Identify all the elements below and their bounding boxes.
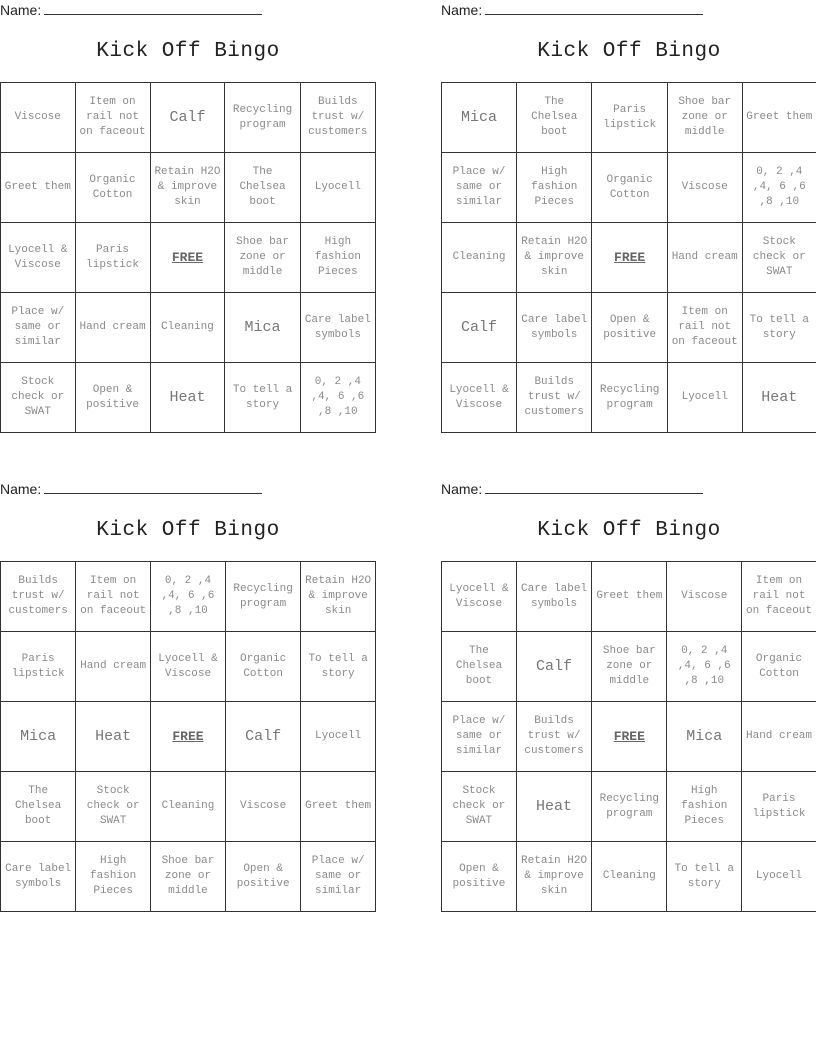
- bingo-row: [442, 223, 816, 293]
- bingo-cell: 0, 2 ,4 ,4, 6 ,6 ,8 ,10: [667, 632, 742, 702]
- bingo-cell: Hand cream: [75, 293, 150, 363]
- bingo-cell: The Chelsea boot: [225, 153, 300, 223]
- bingo-cell: High fashion Pieces: [300, 223, 375, 293]
- bingo-cell: Calf: [516, 632, 591, 702]
- name-field: [441, 481, 703, 497]
- bingo-cell: To tell a story: [301, 632, 376, 702]
- name-blank-line: [485, 2, 703, 15]
- bingo-cell: Open & positive: [75, 363, 150, 433]
- card-title: Kick Off Bingo: [537, 40, 721, 63]
- bingo-cell: Item on rail not on faceout: [75, 83, 150, 153]
- card-title: Kick Off Bingo: [96, 519, 280, 542]
- bingo-cell: Place w/ same or similar: [442, 153, 517, 223]
- bingo-cell: Hand cream: [76, 632, 151, 702]
- bingo-cell: Stock check or SWAT: [1, 363, 76, 433]
- bingo-cell: Heat: [150, 363, 225, 433]
- bingo-cell: Recycling program: [225, 83, 300, 153]
- bingo-cell: Greet them: [592, 562, 667, 632]
- bingo-grid: [0, 561, 376, 912]
- bingo-cell: Place w/ same or similar: [1, 293, 76, 363]
- bingo-cell: Open & positive: [225, 842, 300, 912]
- bingo-grid: [441, 82, 816, 433]
- bingo-cell: The Chelsea boot: [1, 772, 76, 842]
- bingo-row: [1, 562, 376, 632]
- bingo-cell: Cleaning: [150, 772, 225, 842]
- bingo-cell: Care label symbols: [516, 562, 591, 632]
- name-label: Name:: [0, 2, 42, 18]
- bingo-cell: Item on rail not on faceout: [667, 293, 742, 363]
- bingo-cell: The Chelsea boot: [517, 83, 592, 153]
- free-space: FREE: [592, 223, 667, 293]
- bingo-cell: Greet them: [742, 83, 816, 153]
- bingo-cell: Lyocell: [742, 842, 816, 912]
- bingo-card-3: [0, 479, 376, 919]
- bingo-cell: To tell a story: [667, 842, 742, 912]
- bingo-cell: Organic Cotton: [225, 632, 300, 702]
- bingo-row: [442, 293, 816, 363]
- bingo-cell: Mica: [442, 83, 517, 153]
- bingo-cell: Cleaning: [592, 842, 667, 912]
- bingo-cell: Cleaning: [442, 223, 517, 293]
- bingo-row: [442, 702, 816, 772]
- bingo-cell: Stock check or SWAT: [442, 772, 517, 842]
- bingo-grid: [0, 82, 376, 433]
- bingo-cell: Care label symbols: [1, 842, 76, 912]
- name-label: Name:: [441, 481, 483, 497]
- bingo-row: [1, 83, 376, 153]
- bingo-cell: Shoe bar zone or middle: [225, 223, 300, 293]
- bingo-row: [1, 363, 376, 433]
- bingo-cell: Lyocell: [300, 153, 375, 223]
- bingo-row: [442, 842, 816, 912]
- bingo-cell: 0, 2 ,4 ,4, 6 ,6 ,8 ,10: [300, 363, 375, 433]
- bingo-cell: The Chelsea boot: [442, 632, 517, 702]
- bingo-row: [442, 153, 816, 223]
- bingo-cell: Lyocell: [301, 702, 376, 772]
- bingo-cell: Recycling program: [592, 772, 667, 842]
- bingo-cell: Place w/ same or similar: [442, 702, 517, 772]
- bingo-row: [1, 702, 376, 772]
- bingo-cell: Shoe bar zone or middle: [667, 83, 742, 153]
- bingo-cell: Open & positive: [592, 293, 667, 363]
- bingo-cell: Viscose: [225, 772, 300, 842]
- bingo-cell: Retain H2O & improve skin: [301, 562, 376, 632]
- bingo-cell: To tell a story: [225, 363, 300, 433]
- bingo-cell: Paris lipstick: [742, 772, 816, 842]
- free-space: FREE: [150, 223, 225, 293]
- card-title: Kick Off Bingo: [96, 40, 280, 63]
- bingo-cell: Mica: [225, 293, 300, 363]
- name-blank-line: [485, 481, 703, 494]
- bingo-cell: Calf: [442, 293, 517, 363]
- bingo-cell: Greet them: [1, 153, 76, 223]
- bingo-cell: Place w/ same or similar: [301, 842, 376, 912]
- bingo-cell: Retain H2O & improve skin: [516, 842, 591, 912]
- bingo-cell: Organic Cotton: [75, 153, 150, 223]
- bingo-row: [1, 293, 376, 363]
- bingo-cell: Stock check or SWAT: [742, 223, 816, 293]
- bingo-cell: 0, 2 ,4 ,4, 6 ,6 ,8 ,10: [742, 153, 816, 223]
- free-space: FREE: [592, 702, 667, 772]
- bingo-cell: Stock check or SWAT: [76, 772, 151, 842]
- bingo-cell: Retain H2O & improve skin: [150, 153, 225, 223]
- bingo-row: [1, 842, 376, 912]
- bingo-cell: Organic Cotton: [742, 632, 816, 702]
- bingo-grid: [441, 561, 816, 912]
- bingo-cell: Care label symbols: [517, 293, 592, 363]
- bingo-cell: Builds trust w/ customers: [1, 562, 76, 632]
- name-field: [0, 481, 262, 497]
- bingo-cell: Lyocell & Viscose: [442, 562, 517, 632]
- bingo-cell: Builds trust w/ customers: [516, 702, 591, 772]
- bingo-cell: Shoe bar zone or middle: [150, 842, 225, 912]
- bingo-cell: High fashion Pieces: [517, 153, 592, 223]
- name-label: Name:: [441, 2, 483, 18]
- name-blank-line: [44, 2, 262, 15]
- bingo-cell: Calf: [225, 702, 300, 772]
- bingo-row: [442, 83, 816, 153]
- bingo-cell: High fashion Pieces: [76, 842, 151, 912]
- bingo-cell: Cleaning: [150, 293, 225, 363]
- bingo-cell: Hand cream: [667, 223, 742, 293]
- bingo-card-2: [441, 0, 816, 440]
- bingo-cell: Lyocell: [667, 363, 742, 433]
- bingo-cell: Recycling program: [592, 363, 667, 433]
- bingo-cell: Heat: [76, 702, 151, 772]
- bingo-cell: Builds trust w/ customers: [300, 83, 375, 153]
- bingo-cell: Paris lipstick: [75, 223, 150, 293]
- bingo-cell: To tell a story: [742, 293, 816, 363]
- bingo-cell: Item on rail not on faceout: [742, 562, 816, 632]
- bingo-cell: Item on rail not on faceout: [76, 562, 151, 632]
- bingo-cell: Viscose: [667, 153, 742, 223]
- bingo-cell: Heat: [742, 363, 816, 433]
- bingo-cell: Greet them: [301, 772, 376, 842]
- bingo-row: [442, 632, 816, 702]
- bingo-cell: Hand cream: [742, 702, 816, 772]
- bingo-cell: Lyocell & Viscose: [150, 632, 225, 702]
- bingo-card-4: [441, 479, 816, 919]
- bingo-row: [442, 562, 816, 632]
- bingo-row: [442, 363, 816, 433]
- name-field: [0, 2, 262, 18]
- bingo-row: [1, 223, 376, 293]
- bingo-cell: Shoe bar zone or middle: [592, 632, 667, 702]
- bingo-row: [442, 772, 816, 842]
- bingo-cell: Mica: [667, 702, 742, 772]
- name-label: Name:: [0, 481, 42, 497]
- bingo-cell: Lyocell & Viscose: [1, 223, 76, 293]
- bingo-row: [1, 772, 376, 842]
- bingo-cell: Heat: [516, 772, 591, 842]
- bingo-cell: Organic Cotton: [592, 153, 667, 223]
- bingo-cell: Viscose: [1, 83, 76, 153]
- bingo-cell: Recycling program: [225, 562, 300, 632]
- bingo-cell: Retain H2O & improve skin: [517, 223, 592, 293]
- free-space: FREE: [150, 702, 225, 772]
- bingo-cell: Calf: [150, 83, 225, 153]
- bingo-cell: Paris lipstick: [1, 632, 76, 702]
- bingo-cell: Viscose: [667, 562, 742, 632]
- bingo-cell: 0, 2 ,4 ,4, 6 ,6 ,8 ,10: [150, 562, 225, 632]
- bingo-cell: Mica: [1, 702, 76, 772]
- name-field: [441, 2, 703, 18]
- card-title: Kick Off Bingo: [537, 519, 721, 542]
- bingo-cell: Care label symbols: [300, 293, 375, 363]
- bingo-cell: Paris lipstick: [592, 83, 667, 153]
- bingo-cell: Lyocell & Viscose: [442, 363, 517, 433]
- bingo-card-1: [0, 0, 376, 440]
- name-blank-line: [44, 481, 262, 494]
- bingo-cell: Open & positive: [442, 842, 517, 912]
- bingo-cell: High fashion Pieces: [667, 772, 742, 842]
- bingo-cell: Builds trust w/ customers: [517, 363, 592, 433]
- bingo-row: [1, 632, 376, 702]
- bingo-row: [1, 153, 376, 223]
